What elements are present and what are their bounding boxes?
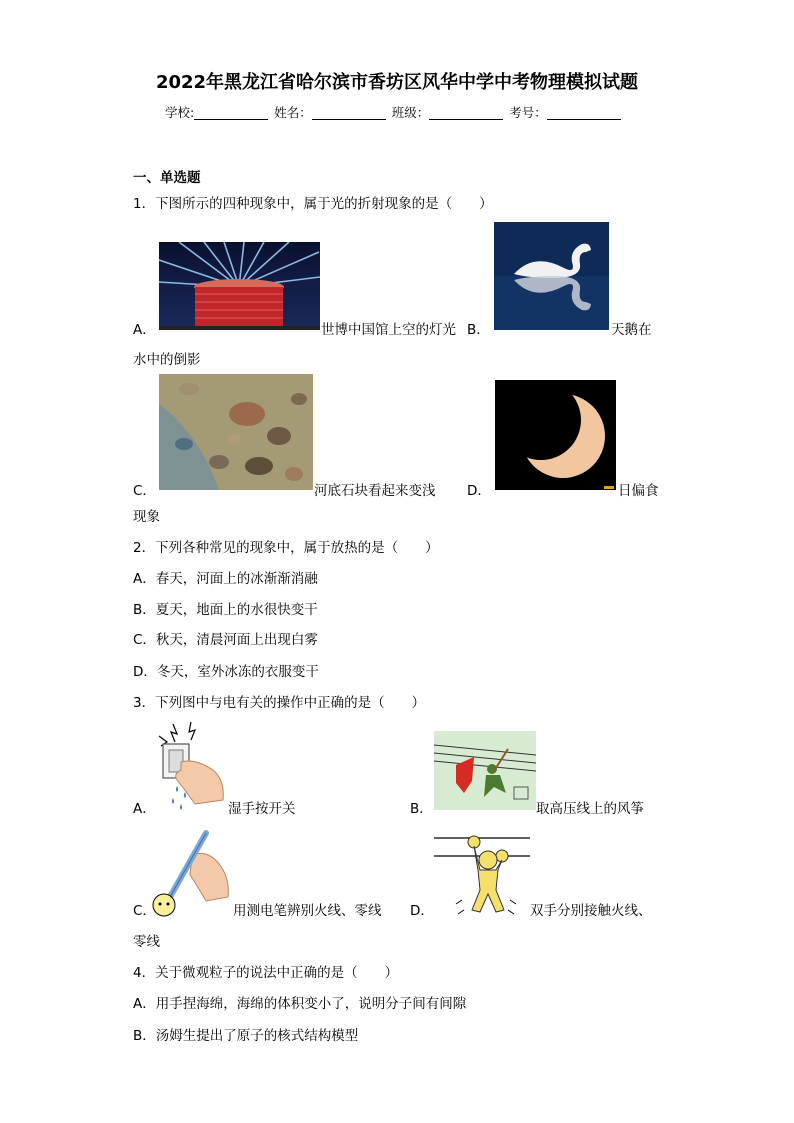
number-label: 考号： (509, 105, 547, 120)
q1-option-d-text-cont: 现象 (133, 509, 160, 525)
q3-option-c-text: 用测电笔辨别火线、零线 (233, 903, 382, 919)
class-blank (429, 105, 503, 120)
q1-option-c-label: C． (133, 483, 156, 499)
student-info-row (165, 103, 623, 121)
q3-option-d-text-cont: 零线 (133, 934, 160, 950)
q3-option-d-label: D． (410, 903, 434, 919)
hands-touch-wires-image (434, 830, 530, 916)
kite-power-line-image (434, 731, 536, 810)
q3-option-a-text: 湿手按开关 (228, 801, 296, 817)
riverbed-stones-image (159, 374, 313, 490)
q3-option-c-label: C． (133, 903, 156, 919)
school-blank (194, 105, 268, 120)
q3-option-d-text: 双手分别接触火线、 (530, 903, 652, 919)
q1-stem: 1．下图所示的四种现象中，属于光的折射现象的是（ ） (133, 196, 493, 212)
q2-option-a: A．春天，河面上的冰渐渐消融 (133, 571, 318, 587)
name-blank (312, 105, 386, 120)
q1-option-b-text-cont: 水中的倒影 (133, 352, 201, 368)
image-marker (604, 486, 614, 489)
q4-option-a: A．用手捏海绵，海绵的体积变小了，说明分子间有间隙 (133, 996, 467, 1012)
q1-option-a-label: A． (133, 322, 156, 338)
q3-option-b-label: B． (410, 801, 433, 817)
q1-option-a-text: 世博中国馆上空的灯光 (321, 322, 456, 338)
test-pen-image (148, 825, 233, 917)
q1-option-d-label: D． (467, 483, 491, 499)
q4-stem: 4．关于微观粒子的说法中正确的是（ ） (133, 965, 399, 981)
q4-option-b: B．汤姆生提出了原子的核式结构模型 (133, 1028, 359, 1044)
q2-option-c: C．秋天，清晨河面上出现白雾 (133, 632, 318, 648)
swan-reflection-image (494, 222, 609, 330)
q1-option-c-text: 河底石块看起来变浅 (314, 483, 436, 499)
number-blank (547, 105, 621, 120)
section-heading: 一、单选题 (133, 170, 201, 186)
q1-option-b-text: 天鹅在 (611, 322, 652, 338)
q2-stem: 2．下列各种常见的现象中，属于放热的是（ ） (133, 540, 439, 556)
q2-option-b: B．夏天，地面上的水很快变干 (133, 602, 318, 618)
q3-stem: 3．下列图中与电有关的操作中正确的是（ ） (133, 695, 426, 711)
china-pavilion-image (159, 242, 320, 330)
q1-option-d-text: 日偏食 (618, 483, 659, 499)
wet-hand-switch-image (155, 720, 227, 812)
q3-option-b-text: 取高压线上的风筝 (536, 801, 644, 817)
q1-option-b-label: B． (467, 322, 490, 338)
partial-eclipse-image (495, 380, 616, 490)
q2-option-d: D．冬天，室外冰冻的衣服变干 (133, 664, 319, 680)
school-label: 学校: (165, 105, 195, 120)
page-title: 2022年黑龙江省哈尔滨市香坊区风华中学中考物理模拟试题 (155, 72, 639, 93)
class-label: 班级： (391, 105, 430, 120)
name-label: 姓名： (274, 105, 312, 120)
q3-option-a-label: A． (133, 801, 156, 817)
